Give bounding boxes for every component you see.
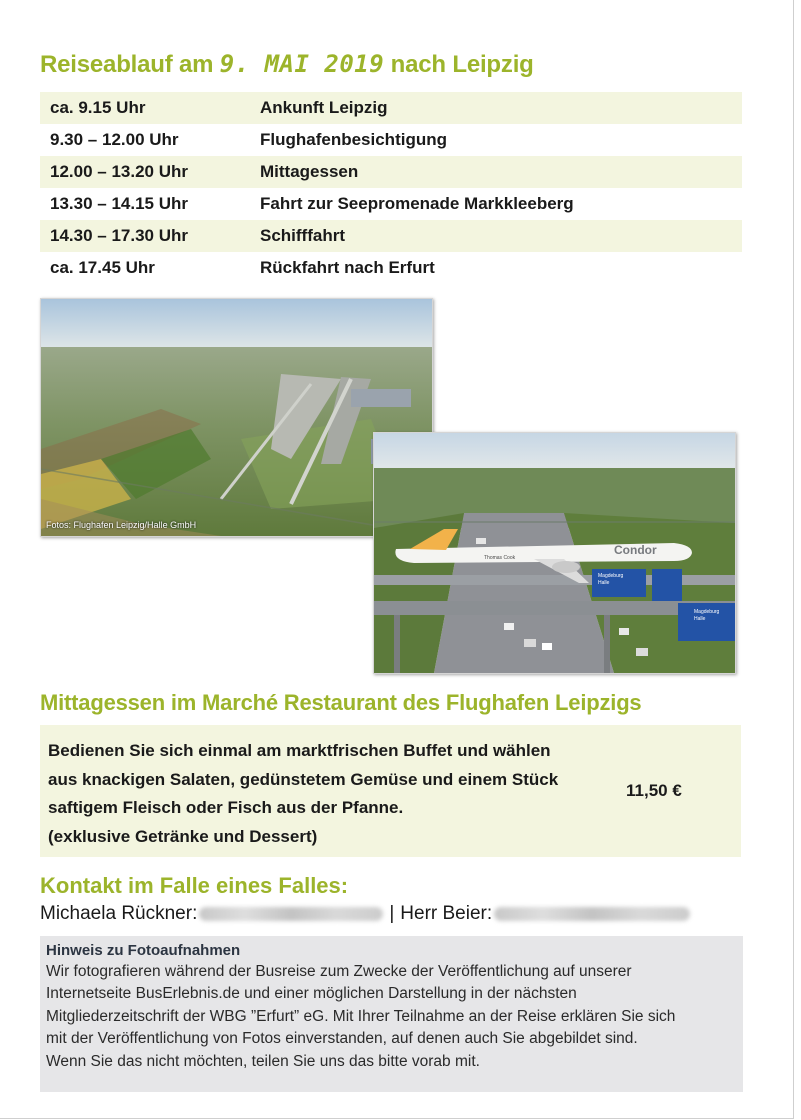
table-row <box>40 156 742 188</box>
road-sign-text <box>694 609 719 623</box>
road-sign-line: Magdeburg <box>598 573 624 579</box>
schedule-activity: Ankunft Leipzig <box>250 92 742 124</box>
lunch-heading: Mittagessen im Marché Restaurant des Flughafen Leipzigs <box>40 690 642 715</box>
lunch-line: aus knackigen Salaten, gedünstetem Gemüse und einem Stück <box>48 769 559 789</box>
schedule-activity: Rückfahrt nach Erfurt <box>260 258 435 277</box>
road-sign-line: Halle <box>694 616 706 622</box>
photo-notice-box <box>40 936 743 1092</box>
airplane-small-text: Thomas Cook <box>484 555 516 561</box>
photo-credit: Fotos: Flughafen Leipzig/Halle GmbH <box>46 520 197 530</box>
table-row <box>40 220 742 252</box>
condor-airplane-photo <box>373 432 736 674</box>
condor-highway-illustration <box>374 433 735 673</box>
notice-line: mit der Veröffentlichung von Fotos einverstanden, auf denen auch Sie abgebildet sind. <box>46 1030 638 1048</box>
schedule-heading-date: 9. MAI 2019 <box>219 50 385 78</box>
lunch-price: 11,50 € <box>626 781 682 800</box>
lunch-description <box>48 737 588 851</box>
contact-person-1: Michaela Rückner: <box>40 903 198 924</box>
notice-line: Mitgliederzeitschrift der WBG ”Erfurt” eG. Mit Ihrer Teilnahme an der Reise erklären Sie sich <box>46 1007 676 1025</box>
notice-title: Hinweis zu Fotoaufnahmen <box>46 942 241 959</box>
road-sign-line: Magdeburg <box>694 609 720 615</box>
table-row <box>40 188 742 220</box>
schedule-activity: Schifffahrt <box>250 220 742 252</box>
contact-separator: | <box>389 903 395 924</box>
lunch-line: saftigem Fleisch oder Fisch aus der Pfanne. <box>48 798 404 817</box>
contact-line <box>40 903 694 925</box>
notice-line: Wenn Sie das nicht möchten, teilen Sie uns das bitte vorab mit. <box>46 1052 480 1070</box>
notice-line: Internetseite BusErlebnis.de und einer möglichen Darstellung in der nächsten <box>46 985 577 1003</box>
notice-line: Wir fotografieren während der Busreise zum Zwecke der Veröffentlichung auf unserer <box>46 963 632 980</box>
schedule-time: 9.30 – 12.00 Uhr <box>50 130 179 149</box>
lunch-line: (exklusive Getränke und Dessert) <box>48 826 318 846</box>
road-sign-text <box>598 573 623 587</box>
lunch-line: Bedienen Sie sich einmal am marktfrischen Buffet und wählen <box>48 741 551 760</box>
redacted-phone-1 <box>199 907 383 921</box>
schedule-time: 13.30 – 14.15 Uhr <box>50 194 188 213</box>
road-sign-line: Halle <box>598 580 610 586</box>
redacted-phone-2 <box>494 907 690 921</box>
schedule-activity: Mittagessen <box>250 156 742 188</box>
table-row <box>40 124 742 156</box>
airplane-livery-text: Condor <box>614 543 657 557</box>
schedule-time: 14.30 – 17.30 Uhr <box>40 220 250 252</box>
table-row <box>40 252 742 284</box>
schedule-time: ca. 9.15 Uhr <box>40 92 250 124</box>
schedule-heading-suffix: nach Leipzig <box>384 51 534 78</box>
schedule-time: 12.00 – 13.20 Uhr <box>40 156 250 188</box>
schedule-table <box>40 92 742 284</box>
contact-heading: Kontakt im Falle eines Falles: <box>40 873 349 898</box>
table-row <box>40 92 742 124</box>
schedule-time: ca. 17.45 Uhr <box>50 258 155 277</box>
schedule-heading-prefix: Reiseablauf am <box>40 51 220 78</box>
schedule-heading <box>40 50 534 79</box>
schedule-activity: Flughafenbesichtigung <box>260 130 447 149</box>
notice-text <box>46 961 746 1073</box>
schedule-activity: Fahrt zur Seepromenade Markkleeberg <box>260 194 574 213</box>
contact-person-2: Herr Beier: <box>400 903 493 924</box>
lunch-box <box>40 725 741 857</box>
